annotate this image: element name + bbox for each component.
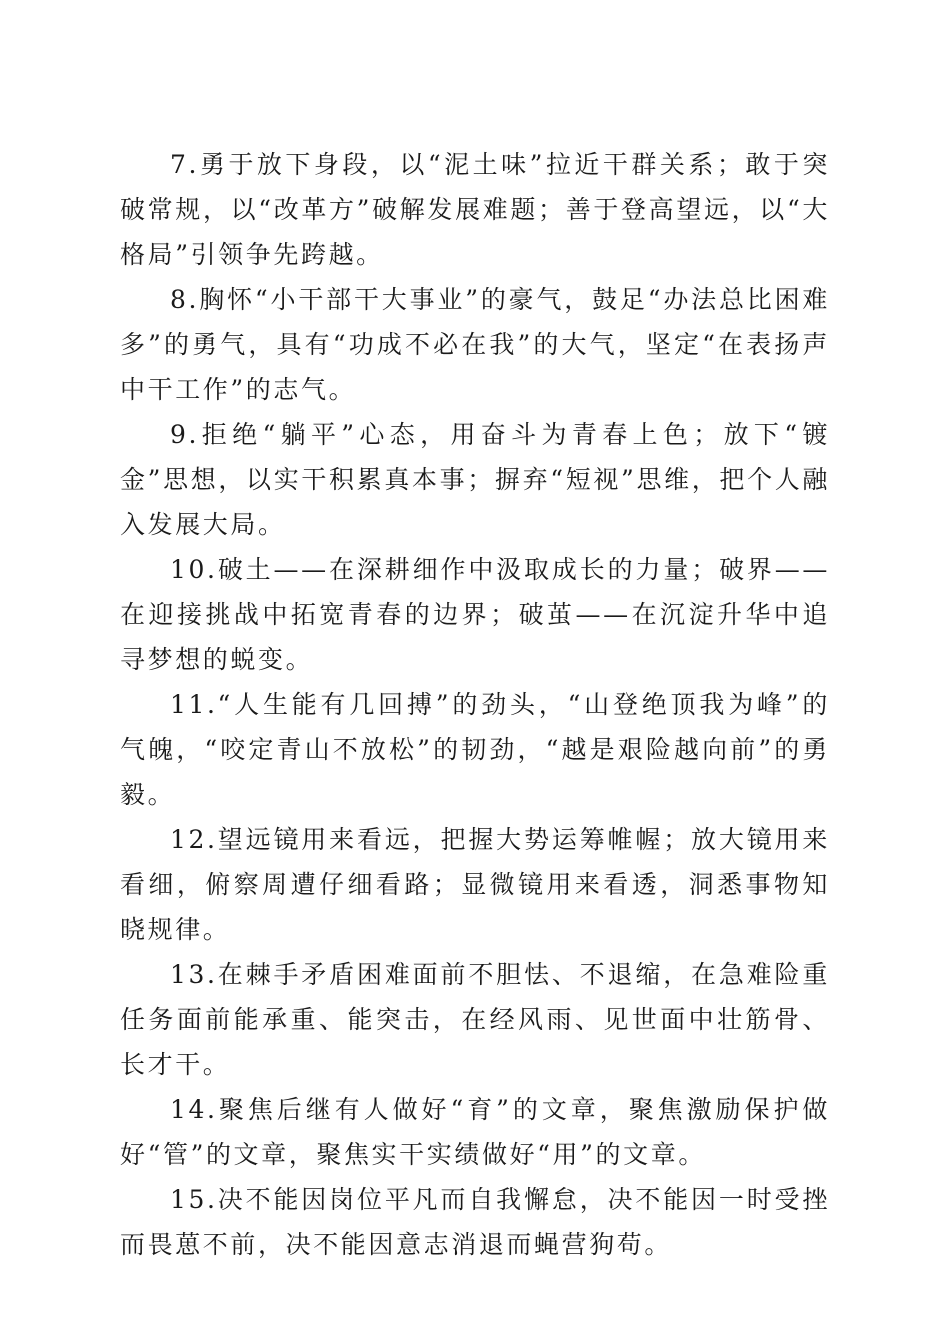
paragraph-12: 12.望远镜用来看远，把握大势运筹帷幄；放大镜用来看细，俯察周遭仔细看路；显微镜用来看透，洞悉事物知晓规律。 [120,825,830,944]
document-body [120,142,830,1267]
paragraph-14: 14.聚焦后继有人做好“育”的文章，聚焦激励保护做好“管”的文章，聚焦实干实绩做好“用”的文章。 [120,1095,830,1169]
paragraph-11: 11.“人生能有几回搏”的劲头，“山登绝顶我为峰”的气魄，“咬定青山不放松”的韧劲，“越是艰险越向前”的勇毅。 [120,690,830,809]
paragraph-8: 8.胸怀“小干部干大事业”的豪气，鼓足“办法总比困难多”的勇气，具有“功成不必在我”的大气，坚定“在表扬声中干工作”的志气。 [120,285,830,404]
paragraph-15: 15.决不能因岗位平凡而自我懈怠，决不能因一时受挫而畏葸不前，决不能因意志消退而蝇营狗苟。 [120,1185,830,1259]
paragraph-7: 7.勇于放下身段，以“泥土味”拉近干群关系；敢于突破常规，以“改革方”破解发展难题；善于登高望远，以“大格局”引领争先跨越。 [120,150,830,269]
paragraph-13: 13.在棘手矛盾困难面前不胆怯、不退缩，在急难险重任务面前能承重、能突击，在经风雨、见世面中壮筋骨、长才干。 [120,960,830,1079]
paragraph-10: 10.破土——在深耕细作中汲取成长的力量；破界——在迎接挑战中拓宽青春的边界；破茧——在沉淀升华中追寻梦想的蜕变。 [120,555,830,674]
paragraph-9: 9.拒绝“躺平”心态，用奋斗为青春上色；放下“镀金”思想，以实干积累真本事；摒弃“短视”思维，把个人融入发展大局。 [120,420,830,539]
